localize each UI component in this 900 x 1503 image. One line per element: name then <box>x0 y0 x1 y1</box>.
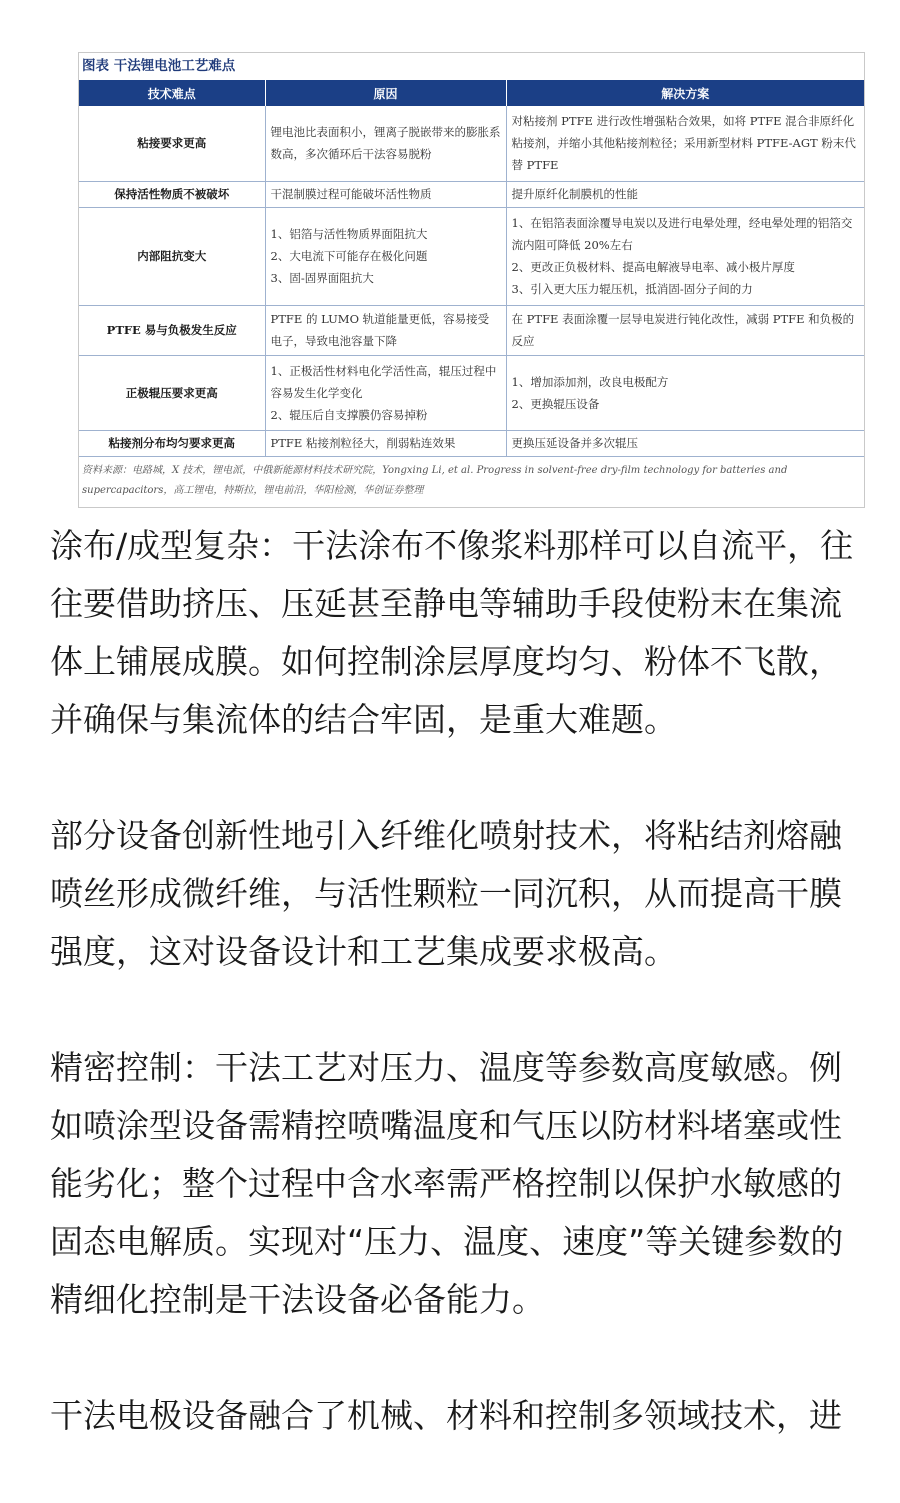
paragraph: 精密控制：干法工艺对压力、温度等参数高度敏感。例如喷涂型设备需精控喷嘴温度和气压以防材料堵塞或性能劣化；整个过程中含水率需严格控制以保护水敏感的固态电解质。实现对“压力、温度、速度”等关键参数的精细化控制是干法设备必备能力。 <box>50 1048 844 1319</box>
paragraph: 部分设备创新性地引入纤维化喷射技术，将粘结剂熔融喷丝形成微纤维，与活性颗粒一同沉积，从而提高干膜强度，这对设备设计和工艺集成要求极高。 <box>50 816 842 971</box>
paragraph: 涂布/成型复杂：干法涂布不像浆料那样可以自流平，往往要借助挤压、压延甚至静电等辅助手段使粉末在集流体上铺展成膜。如何控制涂层厚度均匀、粉体不飞散，并确保与集流体的结合牢固，是重大难题。 <box>50 526 854 739</box>
row-solution: 对粘接剂 PTFE 进行改性增强粘合效果，如将 PTFE 混合非原纤化粘接剂，并缩小其他粘接剂粒径；采用新型材料 PTFE-AGT 粉末代替 PTFE <box>506 106 864 181</box>
table-row <box>79 181 864 207</box>
row-tech: PTFE 易与负极发生反应 <box>79 305 265 355</box>
row-solution: 提升原纤化制膜机的性能 <box>506 181 864 207</box>
row-tech: 内部阻抗变大 <box>79 207 265 305</box>
row-solution: 1、增加添加剂，改良电极配方 2、更换辊压设备 <box>506 355 864 430</box>
row-solution: 1、在铝箔表面涂覆导电炭以及进行电晕处理，经电晕处理的铝箔交流内阻可降低 20%左右 2、更改正负极材料、提高电解液导电率、减小极片厚度 3、引入更大压力辊压机，抵消固-固分子间的力 <box>506 207 864 305</box>
table-row <box>79 106 864 181</box>
table-row <box>79 207 864 305</box>
table-row <box>79 355 864 430</box>
row-reason: 1、铝箔与活性物质界面阻抗大 2、大电流下可能存在极化问题 3、固-固界面阻抗大 <box>265 207 506 305</box>
row-tech: 正极辊压要求更高 <box>79 355 265 430</box>
table-row <box>79 305 864 355</box>
header-reason: 原因 <box>265 80 506 106</box>
difficulty-table <box>79 80 864 457</box>
figure-table-image <box>78 52 865 508</box>
article-body <box>50 517 870 1503</box>
figure-source: 资料来源：电路城，X 技术，锂电派，中俄新能源材料技术研究院，Yongxing Li, et al. Progress in solvent-free dry-film technology for batteries and supercapacitors，高工锂电，特斯拉，锂电前沿，华阳检测，华创证券整理 <box>82 464 788 496</box>
row-reason: PTFE 的 LUMO 轨道能量更低，容易接受电子，导致电池容量下降 <box>265 305 506 355</box>
table-row <box>79 430 864 456</box>
paragraph: 干法电极设备融合了机械、材料和控制多领域技术，进 <box>50 1396 842 1435</box>
table-header-row <box>79 80 864 106</box>
row-solution: 在 PTFE 表面涂覆一层导电炭进行钝化改性，减弱 PTFE 和负极的反应 <box>506 305 864 355</box>
row-tech: 粘接要求更高 <box>79 106 265 181</box>
row-reason: 干混制膜过程可能破坏活性物质 <box>265 181 506 207</box>
row-tech: 粘接剂分布均匀要求更高 <box>79 430 265 456</box>
header-solution: 解决方案 <box>506 80 864 106</box>
row-reason: 锂电池比表面积小，锂离子脱嵌带来的膨胀系数高，多次循环后干法容易脱粉 <box>265 106 506 181</box>
row-solution: 更换压延设备并多次辊压 <box>506 430 864 456</box>
row-tech: 保持活性物质不被破坏 <box>79 181 265 207</box>
row-reason: 1、正极活性材料电化学活性高，辊压过程中容易发生化学变化 2、辊压后自支撑膜仍容易掉粉 <box>265 355 506 430</box>
row-reason: PTFE 粘接剂粒径大，削弱粘连效果 <box>265 430 506 456</box>
figure-title: 图表 干法锂电池工艺难点 <box>82 58 236 74</box>
header-tech: 技术难点 <box>79 80 265 106</box>
